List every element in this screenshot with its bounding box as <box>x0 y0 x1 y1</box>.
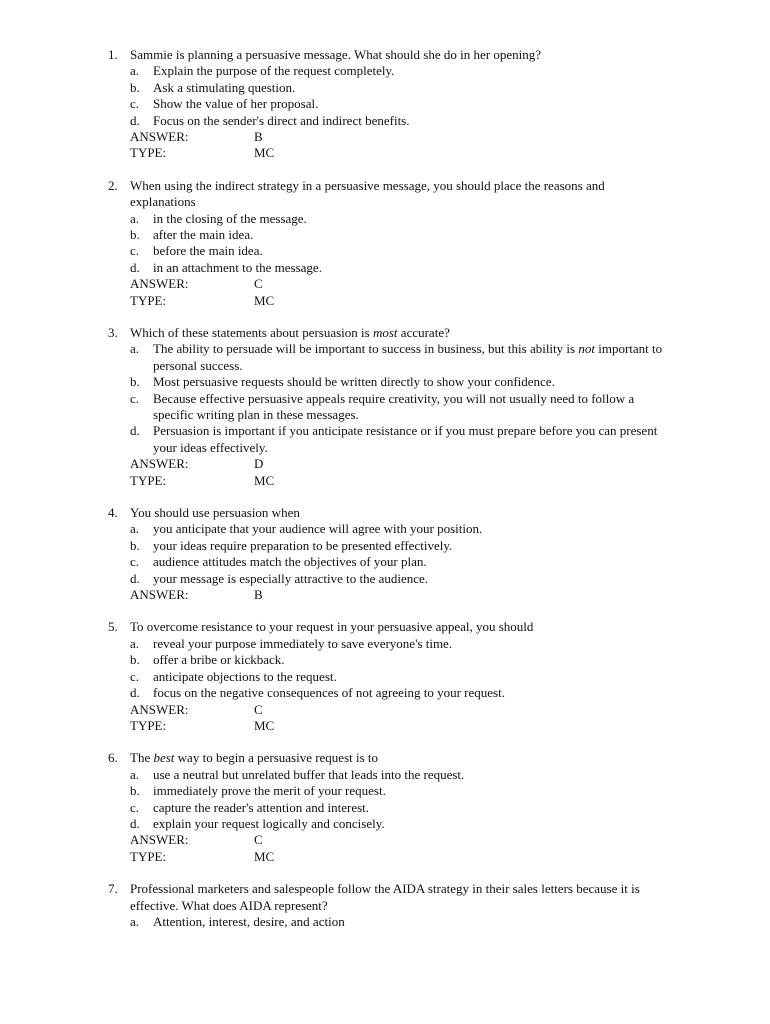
stem-emphasis: best <box>153 750 175 766</box>
option-c <box>130 554 670 570</box>
stem-text: Which of these statements about persuasion is <box>130 325 373 341</box>
option-letter: c. <box>130 554 140 570</box>
option-b <box>130 538 670 554</box>
answer-line <box>130 456 770 472</box>
option-text: Focus on the sender's direct and indirect benefits. <box>153 112 410 128</box>
option-letter: d. <box>130 423 140 439</box>
answer-line <box>130 276 770 292</box>
answer-value: D <box>254 456 264 472</box>
answer-line <box>130 702 770 718</box>
option-text <box>153 341 670 374</box>
option-letter: c. <box>130 96 140 112</box>
option-letter: a. <box>130 63 140 79</box>
option-b <box>130 652 670 668</box>
question-4 <box>0 505 770 603</box>
option-a <box>130 767 670 783</box>
option-letter: c. <box>130 390 140 406</box>
type-label: TYPE: <box>130 292 167 308</box>
option-letter: a. <box>130 913 140 929</box>
question-2 <box>0 178 770 309</box>
answer-line <box>130 832 770 848</box>
question-number: 6. <box>108 750 118 766</box>
question-number: 5. <box>108 619 118 635</box>
option-emphasis: not <box>578 341 595 357</box>
option-a <box>130 521 670 537</box>
question-7 <box>0 881 770 930</box>
option-b <box>130 227 670 243</box>
stem-text: way to begin a persuasive request is to <box>174 750 379 766</box>
question-3 <box>0 325 770 489</box>
question-stem: When using the indirect strategy in a persuasive message, you should place the reasons and explanations <box>130 177 605 210</box>
option-text-part: The ability to persuade will be important to success in business, but this ability is <box>153 341 579 357</box>
option-letter: b. <box>130 537 140 553</box>
answer-label: ANSWER: <box>130 456 189 472</box>
option-letter: b. <box>130 783 140 799</box>
answer-line <box>130 129 770 145</box>
option-text: reveal your purpose immediately to save everyone's time. <box>153 635 453 651</box>
option-text: you anticipate that your audience will agree with your position. <box>153 521 483 537</box>
answer-label: ANSWER: <box>130 129 189 145</box>
type-label: TYPE: <box>130 145 167 161</box>
question-stem: Sammie is planning a persuasive message. What should she do in her opening? <box>130 47 541 62</box>
option-d <box>130 260 670 276</box>
option-text: anticipate objections to the request. <box>153 668 337 684</box>
question-1 <box>0 47 770 162</box>
option-letter: a. <box>130 766 140 782</box>
option-letter: d. <box>130 259 140 275</box>
option-letter: a. <box>130 635 140 651</box>
option-text: Persuasion is important if you anticipate resistance or if you must prepare before you can present your ideas effectively. <box>153 423 658 455</box>
option-letter: b. <box>130 374 140 390</box>
option-text: Ask a stimulating question. <box>153 79 296 95</box>
question-stem: You should use persuasion when <box>130 505 300 521</box>
option-text: audience attitudes match the objectives of your plan. <box>153 554 427 570</box>
type-value: MC <box>254 472 275 488</box>
option-letter: c. <box>130 668 140 684</box>
option-a <box>130 211 670 227</box>
option-c <box>130 669 670 685</box>
option-letter: d. <box>130 815 140 831</box>
option-text: Most persuasive requests should be written directly to show your confidence. <box>153 374 555 390</box>
option-letter: d. <box>130 112 140 128</box>
option-b <box>130 374 670 390</box>
option-text: after the main idea. <box>153 227 254 243</box>
option-text: offer a bribe or kickback. <box>153 652 285 668</box>
option-text: before the main idea. <box>153 243 263 259</box>
stem-text: accurate? <box>397 325 450 341</box>
option-d <box>130 423 670 456</box>
option-letter: a. <box>130 210 140 226</box>
option-text: your message is especially attractive to the audience. <box>153 570 429 586</box>
answer-label: ANSWER: <box>130 587 189 603</box>
question-stem <box>130 325 670 341</box>
answer-value: B <box>254 129 263 145</box>
type-value: MC <box>254 717 275 733</box>
option-letter: b. <box>130 79 140 95</box>
stem-emphasis: most <box>372 325 398 341</box>
option-text: focus on the negative consequences of not agreeing to your request. <box>153 685 505 701</box>
option-letter: d. <box>130 685 140 701</box>
option-d <box>130 816 670 832</box>
option-text: capture the reader's attention and interest. <box>153 799 370 815</box>
type-line <box>130 145 770 161</box>
type-label: TYPE: <box>130 472 167 488</box>
question-number: 2. <box>108 177 118 193</box>
question-stem: To overcome resistance to your request in your persuasive appeal, you should <box>130 619 534 635</box>
type-label: TYPE: <box>130 717 167 733</box>
type-label: TYPE: <box>130 848 167 864</box>
answer-value: C <box>254 701 263 717</box>
option-d <box>130 571 670 587</box>
option-text: your ideas require preparation to be presented effectively. <box>153 537 453 553</box>
option-letter: a. <box>130 521 140 537</box>
option-text: in the closing of the message. <box>153 210 307 226</box>
answer-value: C <box>254 832 263 848</box>
question-number: 1. <box>108 47 118 62</box>
type-line <box>130 473 770 489</box>
option-letter: b. <box>130 227 140 243</box>
question-5 <box>0 619 770 734</box>
option-text: explain your request logically and concisely. <box>153 815 385 831</box>
type-line <box>130 293 770 309</box>
option-text: Attention, interest, desire, and action <box>153 913 345 929</box>
option-text: immediately prove the merit of your request. <box>153 783 386 799</box>
option-a <box>130 914 670 930</box>
type-line <box>130 718 770 734</box>
type-value: MC <box>254 292 275 308</box>
option-b <box>130 80 670 96</box>
type-value: MC <box>254 145 275 161</box>
option-text: Because effective persuasive appeals require creativity, you will not usually need to follow a specific writing plan in these messages. <box>153 390 635 423</box>
option-letter: d. <box>130 570 140 586</box>
option-text-part: important to personal success. <box>153 341 663 373</box>
answer-label: ANSWER: <box>130 701 189 717</box>
answer-label: ANSWER: <box>130 276 189 292</box>
option-letter: c. <box>130 243 140 259</box>
option-letter: c. <box>130 799 140 815</box>
option-d <box>130 685 670 701</box>
option-letter: b. <box>130 652 140 668</box>
option-a <box>130 341 670 374</box>
question-6 <box>0 750 770 865</box>
stem-text: The <box>130 750 154 766</box>
question-number: 7. <box>108 881 118 897</box>
answer-value: B <box>254 587 263 603</box>
type-value: MC <box>254 848 275 864</box>
question-number: 3. <box>108 325 118 341</box>
answer-line <box>130 587 770 603</box>
option-c <box>130 391 670 424</box>
option-d <box>130 113 670 129</box>
option-a <box>130 63 670 79</box>
question-stem <box>130 750 670 766</box>
option-b <box>130 783 670 799</box>
option-letter: a. <box>130 341 140 357</box>
option-text: Show the value of her proposal. <box>153 96 319 112</box>
answer-label: ANSWER: <box>130 832 189 848</box>
option-text: use a neutral but unrelated buffer that leads into the request. <box>153 766 465 782</box>
option-text: Explain the purpose of the request completely. <box>153 63 395 79</box>
option-a <box>130 636 670 652</box>
question-document <box>0 47 770 946</box>
option-c <box>130 243 670 259</box>
option-c <box>130 800 670 816</box>
answer-value: C <box>254 276 263 292</box>
question-number: 4. <box>108 505 118 521</box>
option-c <box>130 96 670 112</box>
option-text: in an attachment to the message. <box>153 259 322 275</box>
type-line <box>130 849 770 865</box>
question-stem: Professional marketers and salespeople follow the AIDA strategy in their sales letters because it is effective. What does AIDA represent? <box>130 881 640 913</box>
